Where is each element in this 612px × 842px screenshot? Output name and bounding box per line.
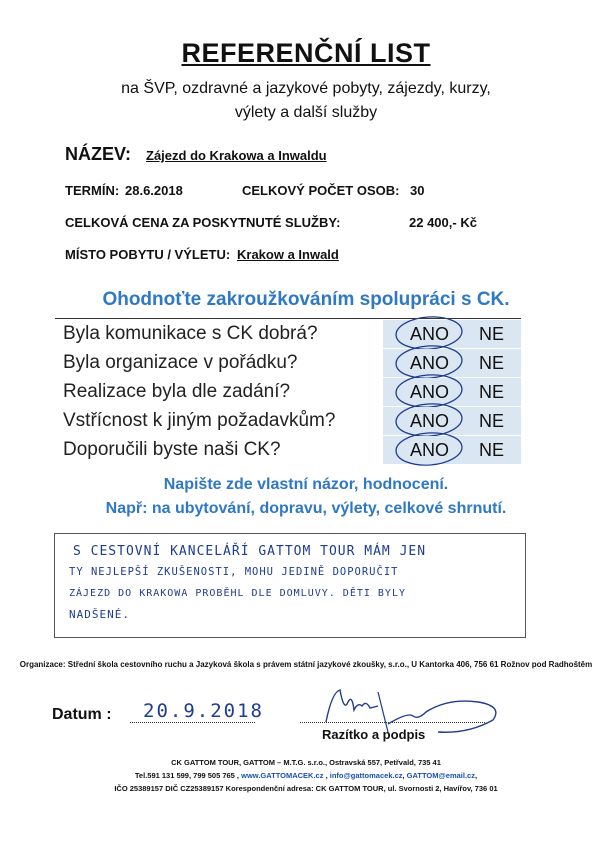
footer-link-email-2[interactable]: GATTOM@email.cz <box>406 771 475 780</box>
pocet-value: 30 <box>410 183 425 198</box>
termin-value: 28.6.2018 <box>125 183 183 198</box>
handwritten-line-4: NADŠENÉ. <box>69 608 130 621</box>
rating-heading: Ohodnoťte zakroužkováním spolupráci s CK. <box>102 289 510 310</box>
pocet-label: CELKOVÝ POČET OSOB: <box>242 183 400 198</box>
footer-line-3: IČO 25389157 DIČ CZ25389157 Korespondenční adresa: CK GATTOM TOUR, ul. Svornosti 2, Havířov, 736 01 <box>114 784 498 793</box>
answer-no[interactable]: NE <box>479 382 505 402</box>
misto-label: MÍSTO POBYTU / VÝLETU: <box>65 247 231 262</box>
subtitle-line-2: výlety a další služby <box>234 104 378 121</box>
handwritten-line-1: S CESTOVNÍ KANCELÁŘÍ GATTOM TOUR MÁM JEN <box>73 544 427 559</box>
nazev-value: Zájezd do Krakowa a Inwaldu <box>146 148 327 163</box>
question-text: Vstřícnost k jiným požadavkům? <box>63 410 336 431</box>
opinion-heading-1: Napište zde vlastní názor, hodnocení. <box>163 476 449 493</box>
footer-line-2 <box>0 771 612 780</box>
circle-mark <box>395 431 465 467</box>
termin-label: TERMÍN: <box>65 183 120 198</box>
answer-yes[interactable]: ANO <box>410 353 450 373</box>
opinion-heading-2: Např: na ubytování, dopravu, výlety, celkové shrnutí. <box>105 500 507 517</box>
cena-label: CELKOVÁ CENA ZA POSKYTNUTÉ SLUŽBY: <box>65 215 341 230</box>
footer-link-web[interactable]: www.GATTOMACEK.cz <box>241 771 324 780</box>
footer-sep-1: , <box>323 771 330 780</box>
footer-sep-3: , <box>474 771 478 780</box>
organizer-line: Organizace: Střední škola cestovního ruchu a Jazyková škola s právem státní jazykové zkoušky, s.r.o., U Kantorka 406, 756 61 Rožnov pod Radhoštěm <box>19 660 593 669</box>
date-label: Datum : <box>52 706 112 723</box>
rating-row <box>55 435 521 464</box>
answer-no[interactable]: NE <box>479 440 505 460</box>
footer-link-email-1[interactable]: info@gattomacek.cz <box>329 771 403 780</box>
question-text: Byla organizace v pořádku? <box>63 352 298 373</box>
question-text: Byla komunikace s CK dobrá? <box>63 323 318 344</box>
question-text: Doporučili byste naši CK? <box>63 439 281 460</box>
document-title: REFERENČNÍ LIST <box>181 38 431 68</box>
question-text: Realizace byla dle zadání? <box>63 381 291 402</box>
misto-value: Krakow a Inwald <box>237 247 339 262</box>
answer-yes[interactable]: ANO <box>410 382 450 402</box>
cena-value: 22 400,- Kč <box>409 215 477 230</box>
date-value: 20.9.2018 <box>143 700 264 722</box>
date-line <box>130 722 255 723</box>
answer-yes[interactable]: ANO <box>410 440 450 460</box>
nazev-label: NÁZEV: <box>65 144 132 164</box>
handwritten-line-3: ZÁJEZD DO KRAKOWA PROBĚHL DLE DOMLUVY. DĚTI BYLY <box>69 588 406 599</box>
answer-no[interactable]: NE <box>479 353 505 373</box>
opinion-box <box>54 533 526 638</box>
answer-yes[interactable]: ANO <box>410 411 450 431</box>
subtitle-line-1: na ŠVP, ozdravné a jazykové pobyty, zájezdy, kurzy, <box>121 80 491 97</box>
answer-yes[interactable]: ANO <box>410 324 450 344</box>
footer-phones: Tel.591 131 599, 799 505 765 , <box>134 771 242 780</box>
handwritten-line-2: TY NEJLEPŠÍ ZKUŠENOSTI, MOHU JEDINĚ DOPORUČIT <box>69 566 399 578</box>
footer-line-1: CK GATTOM TOUR, GATTOM – M.T.G. s.r.o., Ostravská 557, Petřvald, 735 41 <box>171 758 441 767</box>
answer-no[interactable]: NE <box>479 324 505 344</box>
stamp-label: Razítko a podpis <box>322 727 426 742</box>
footer-sep-2: , <box>402 771 407 780</box>
answer-no[interactable]: NE <box>479 411 505 431</box>
